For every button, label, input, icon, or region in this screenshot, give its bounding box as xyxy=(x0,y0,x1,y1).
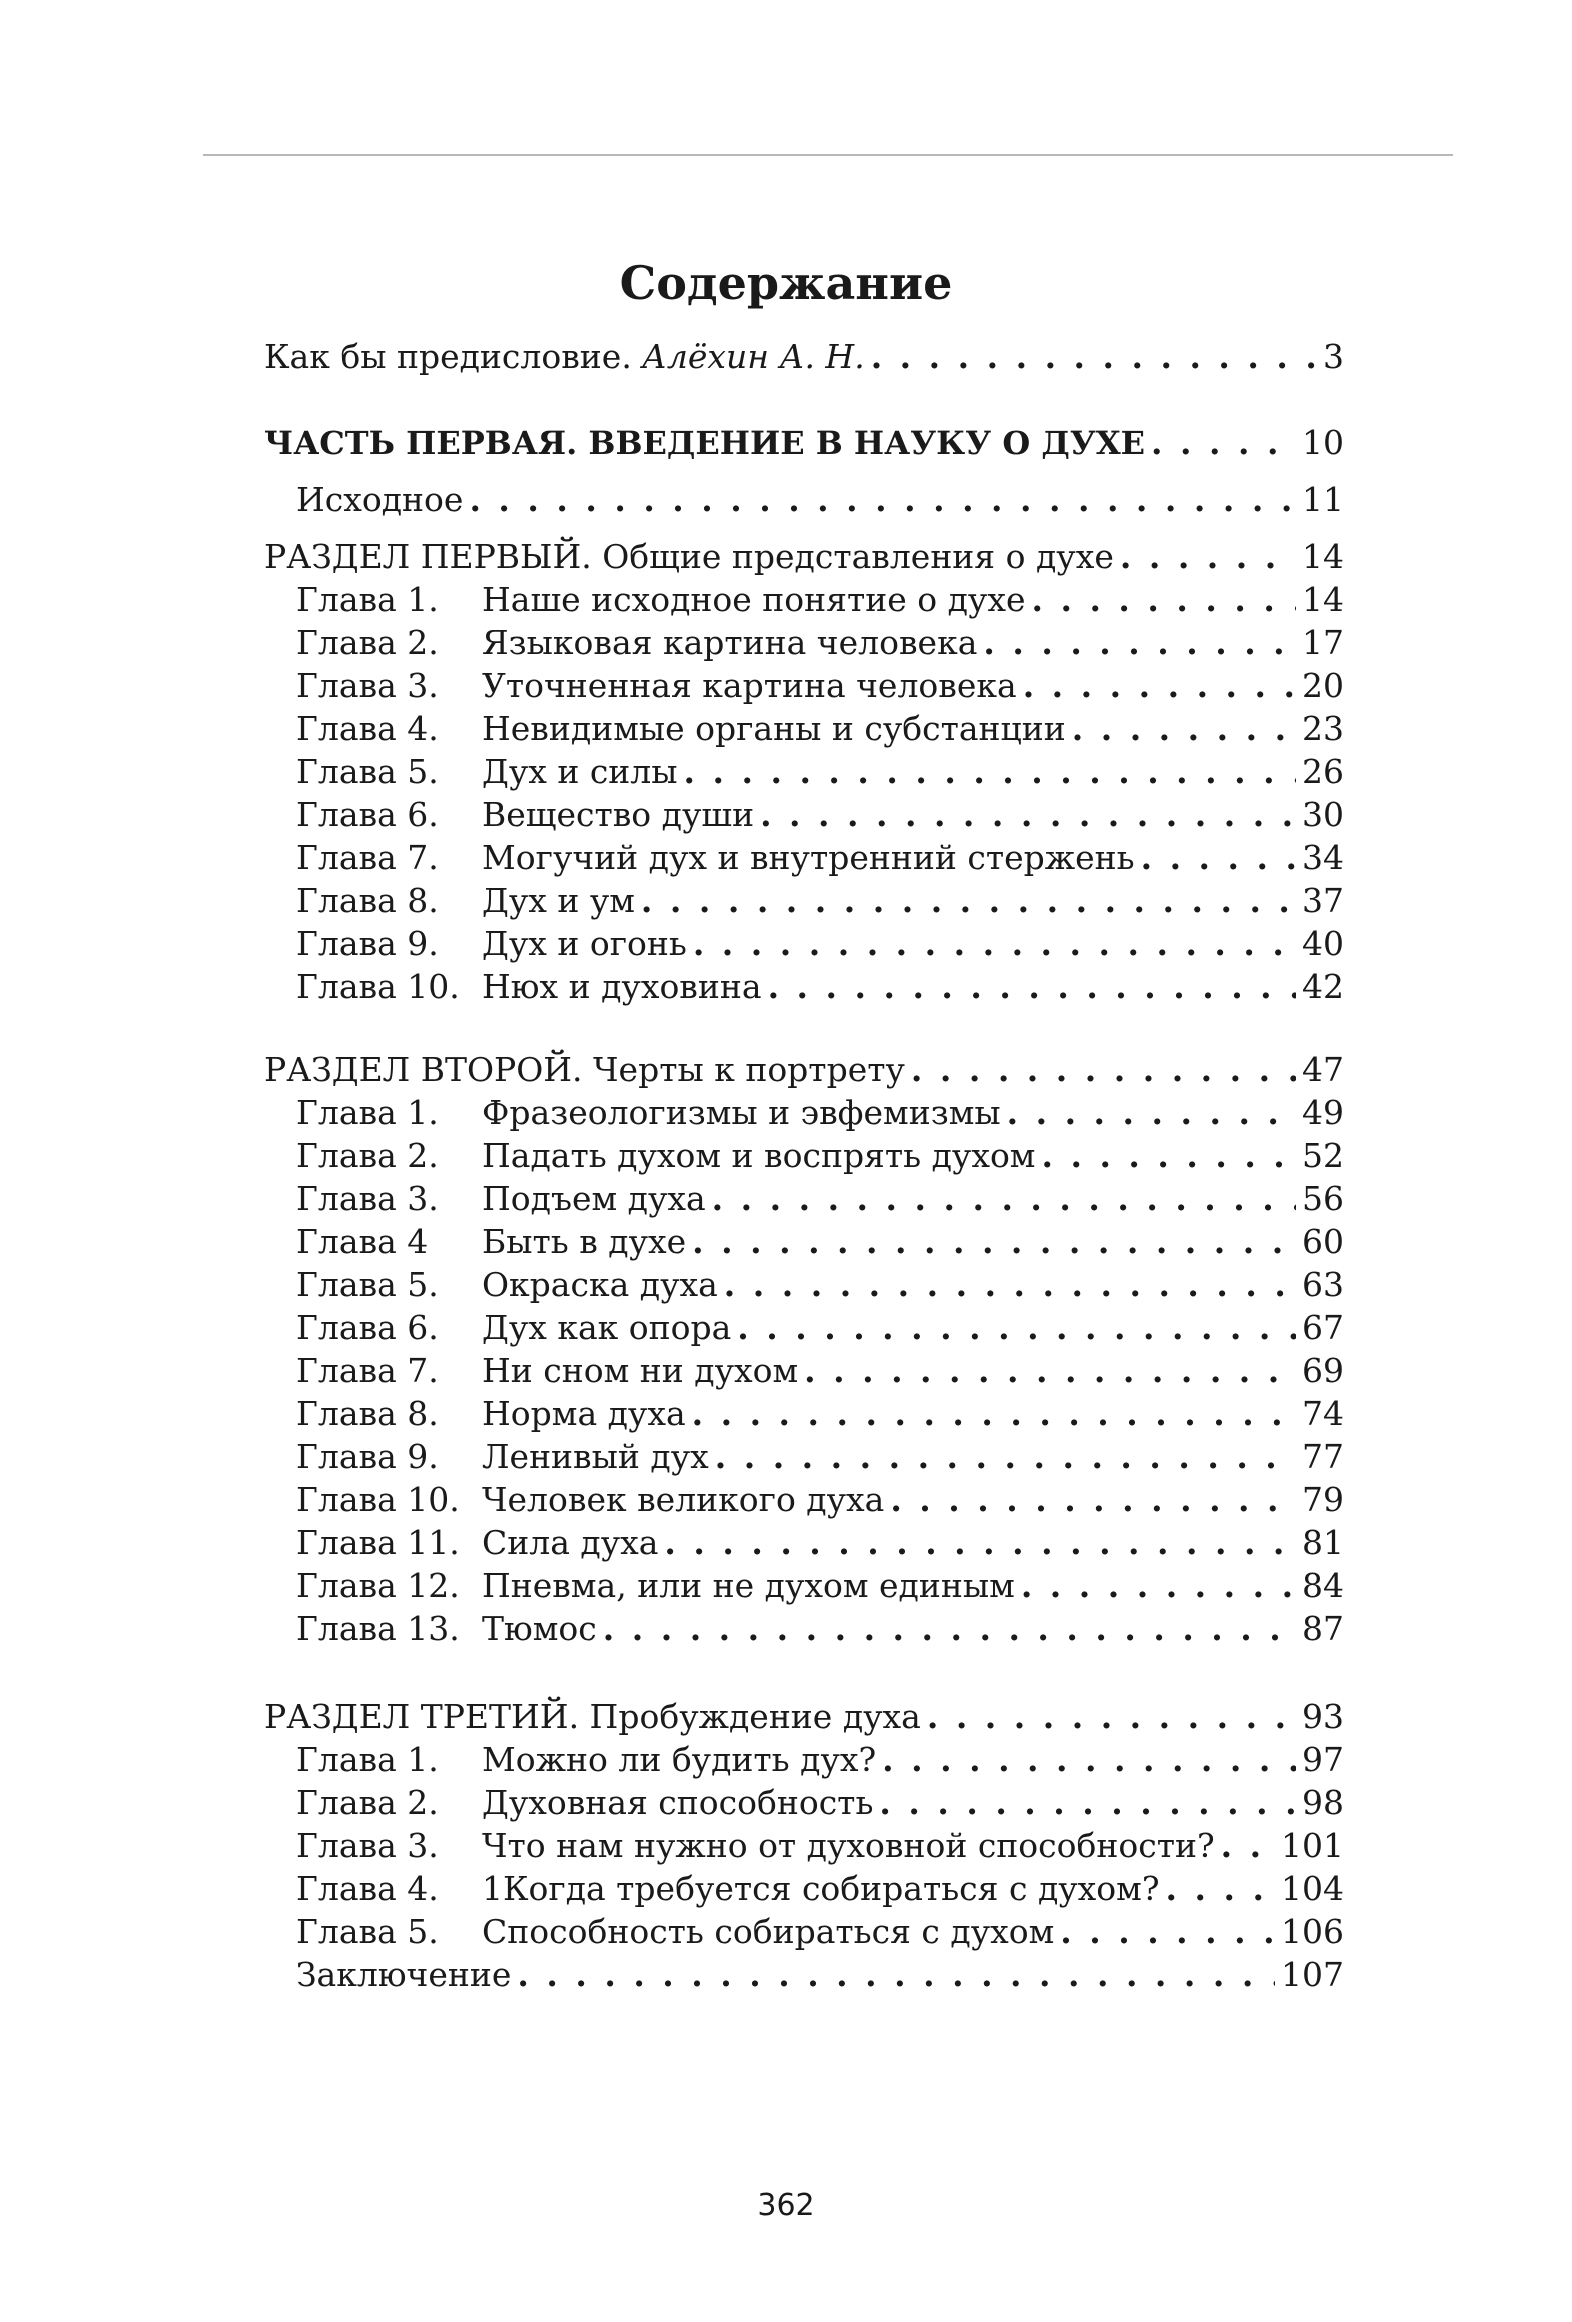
toc-page-number: 17 xyxy=(1302,623,1344,662)
chapter-title: Способность собираться с духом xyxy=(482,1912,1055,1951)
toc-page-number: 98 xyxy=(1302,1783,1344,1822)
toc-chapter-entry[interactable] xyxy=(264,1435,1344,1478)
dot-leader xyxy=(927,1695,1296,1738)
toc-entry-label: РАЗДЕЛ ВТОРОЙ. Черты к портрету xyxy=(264,1050,905,1089)
dot-leader xyxy=(760,793,1296,836)
dot-leader xyxy=(983,621,1296,664)
dot-leader xyxy=(911,1048,1296,1091)
toc-entry-label: ЧАСТЬ ПЕРВАЯ. ВВЕДЕНИЕ В НАУКУ О ДУХЕ xyxy=(264,424,1146,462)
chapter-number: Глава 5. xyxy=(296,752,439,791)
chapter-title: Быть в духе xyxy=(482,1222,687,1261)
toc-page-number: 52 xyxy=(1302,1136,1344,1175)
toc-page-number: 101 xyxy=(1281,1826,1344,1865)
chapter-number: Глава 8. xyxy=(296,1394,439,1433)
toc-page-number: 11 xyxy=(1302,480,1344,519)
toc-chapter-entry[interactable] xyxy=(264,1134,1344,1177)
toc-entry-conclusion[interactable] xyxy=(264,1953,1344,1996)
toc-chapter-entry[interactable] xyxy=(264,707,1344,750)
toc-entry-part-one[interactable] xyxy=(264,421,1344,464)
dot-leader xyxy=(641,879,1296,922)
toc-page-number: 69 xyxy=(1302,1351,1344,1390)
toc-entry-label: Исходное xyxy=(296,480,464,519)
chapter-title: Подъем духа xyxy=(482,1179,706,1218)
chapter-title: Вещество души xyxy=(482,795,755,834)
toc-page-number: 30 xyxy=(1302,795,1344,834)
toc-page-number: 56 xyxy=(1302,1179,1344,1218)
chapter-title: Могучий дух и внутренний стержень xyxy=(482,838,1135,877)
dot-leader xyxy=(684,750,1296,793)
dot-leader xyxy=(737,1306,1296,1349)
dot-leader xyxy=(517,1953,1275,1996)
toc-chapter-entry[interactable] xyxy=(264,1478,1344,1521)
toc-chapter-entry[interactable] xyxy=(264,1521,1344,1564)
toc-page-number: 3 xyxy=(1323,337,1344,376)
toc-page-number: 42 xyxy=(1302,967,1344,1006)
toc-chapter-entry[interactable] xyxy=(264,836,1344,879)
chapter-number: Глава 3. xyxy=(296,1826,439,1865)
chapter-title: Наше исходное понятие о духе xyxy=(482,580,1026,619)
chapter-title: Фразеологизмы и эвфемизмы xyxy=(482,1093,1001,1132)
toc-page-number: 107 xyxy=(1281,1955,1344,1994)
toc-section-one[interactable] xyxy=(264,535,1344,578)
chapter-title: Дух и огонь xyxy=(482,924,687,963)
toc-chapter-entry[interactable] xyxy=(264,1781,1344,1824)
chapter-title: Ленивый дух xyxy=(482,1437,709,1476)
dot-leader xyxy=(1060,1910,1275,1953)
dot-leader xyxy=(1151,421,1296,464)
chapter-number: Глава 4. xyxy=(296,1869,439,1908)
toc-page-number: 60 xyxy=(1302,1222,1344,1261)
chapter-number: Глава 3. xyxy=(296,1179,439,1218)
toc-page-number: 40 xyxy=(1302,924,1344,963)
chapter-title: Нюх и духовина xyxy=(482,967,762,1006)
toc-chapter-entry[interactable] xyxy=(264,879,1344,922)
toc-chapter-entry[interactable] xyxy=(264,1824,1344,1867)
dot-leader xyxy=(1021,1564,1296,1607)
dot-leader xyxy=(1023,664,1296,707)
toc-page-number: 104 xyxy=(1281,1869,1344,1908)
dot-leader xyxy=(768,965,1296,1008)
chapter-number: Глава 11. xyxy=(296,1523,460,1562)
section-two-chapters xyxy=(264,1091,1344,1650)
dot-leader xyxy=(1221,1824,1275,1867)
chapter-title: Пневма, или не духом единым xyxy=(482,1566,1015,1605)
toc-page-number: 77 xyxy=(1302,1437,1344,1476)
toc-page-number: 37 xyxy=(1302,881,1344,920)
chapter-title: Можно ли будить дух? xyxy=(482,1740,877,1779)
toc-page-number: 67 xyxy=(1302,1308,1344,1347)
dot-leader xyxy=(1120,535,1296,578)
toc-page-number: 14 xyxy=(1302,580,1344,619)
section-one-chapters xyxy=(264,578,1344,1008)
chapter-title: Падать духом и воспрять духом xyxy=(482,1136,1036,1175)
toc-page-number: 23 xyxy=(1302,709,1344,748)
chapter-number: Глава 3. xyxy=(296,666,439,705)
toc-chapter-entry[interactable] xyxy=(264,621,1344,664)
dot-leader xyxy=(692,1392,1296,1435)
chapter-title: Что нам нужно от духовной способности? xyxy=(482,1826,1215,1865)
chapter-number: Глава 7. xyxy=(296,1351,439,1390)
dot-leader xyxy=(871,335,1317,378)
toc-page-number: 63 xyxy=(1302,1265,1344,1304)
toc-chapter-entry[interactable] xyxy=(264,793,1344,836)
chapter-title: Дух и силы xyxy=(482,752,678,791)
toc-chapter-entry[interactable] xyxy=(264,1177,1344,1220)
chapter-number: Глава 12. xyxy=(296,1566,460,1605)
toc-entry-label: РАЗДЕЛ ТРЕТИЙ. Пробуждение духа xyxy=(264,1697,921,1736)
table-of-contents xyxy=(264,335,1344,1996)
dot-leader xyxy=(693,922,1296,965)
chapter-number: Глава 6. xyxy=(296,795,439,834)
dot-leader xyxy=(1007,1091,1296,1134)
dot-leader xyxy=(715,1435,1296,1478)
chapter-number: Глава 7. xyxy=(296,838,439,877)
chapter-title: Духовная способность xyxy=(482,1783,874,1822)
toc-chapter-entry[interactable] xyxy=(264,1306,1344,1349)
toc-page-number: 49 xyxy=(1302,1093,1344,1132)
toc-chapter-entry[interactable] xyxy=(264,1867,1344,1910)
toc-chapter-entry[interactable] xyxy=(264,750,1344,793)
chapter-title: Норма духа xyxy=(482,1394,686,1433)
chapter-title: Дух как опора xyxy=(482,1308,732,1347)
chapter-number: Глава 2. xyxy=(296,1136,439,1175)
dot-leader xyxy=(603,1607,1296,1650)
toc-entry-label: Заключение xyxy=(296,1955,512,1994)
dot-leader xyxy=(804,1349,1296,1392)
toc-chapter-entry[interactable] xyxy=(264,1910,1344,1953)
toc-chapter-entry[interactable] xyxy=(264,922,1344,965)
chapter-title: Дух и ум xyxy=(482,881,635,920)
toc-page-number: 14 xyxy=(1302,537,1344,576)
dot-leader xyxy=(1032,578,1297,621)
chapter-title: 1Когда требуется собираться с духом? xyxy=(482,1869,1160,1908)
chapter-number: Глава 4. xyxy=(296,709,439,748)
dot-leader xyxy=(692,1220,1296,1263)
chapter-number: Глава 1. xyxy=(296,580,439,619)
dot-leader xyxy=(1041,1134,1296,1177)
toc-page-number: 97 xyxy=(1302,1740,1344,1779)
dot-leader xyxy=(664,1521,1296,1564)
section-three-chapters xyxy=(264,1738,1344,1953)
chapter-title: Невидимые органы и субстанции xyxy=(482,709,1066,748)
dot-leader xyxy=(724,1263,1296,1306)
chapter-number: Глава 10. xyxy=(296,1480,460,1519)
toc-chapter-entry[interactable] xyxy=(264,1220,1344,1263)
toc-chapter-entry[interactable] xyxy=(264,1349,1344,1392)
dot-leader xyxy=(469,478,1296,521)
chapter-title: Человек великого духа xyxy=(482,1480,885,1519)
chapter-title: Ни сном ни духом xyxy=(482,1351,799,1390)
page-title: Содержание xyxy=(619,256,953,310)
chapter-number: Глава 5. xyxy=(296,1265,439,1304)
chapter-number: Глава 9. xyxy=(296,924,439,963)
toc-page-number: 20 xyxy=(1302,666,1344,705)
chapter-number: Глава 8. xyxy=(296,881,439,920)
chapter-title: Уточненная картина человека xyxy=(482,666,1017,705)
chapter-number: Глава 1. xyxy=(296,1740,439,1779)
toc-page-number: 10 xyxy=(1302,423,1344,462)
toc-page-number: 93 xyxy=(1302,1697,1344,1736)
chapter-number: Глава 4 xyxy=(296,1222,429,1261)
toc-entry-preface[interactable] xyxy=(264,335,1344,378)
dot-leader xyxy=(712,1177,1296,1220)
dot-leader xyxy=(1141,836,1296,879)
toc-entry-label: РАЗДЕЛ ПЕРВЫЙ. Общие представления о духе xyxy=(264,537,1114,576)
header-rule xyxy=(203,154,1453,156)
chapter-title: Языковая картина человека xyxy=(482,623,978,662)
chapter-number: Глава 9. xyxy=(296,1437,439,1476)
dot-leader xyxy=(1166,1867,1275,1910)
dot-leader xyxy=(879,1781,1296,1824)
chapter-number: Глава 10. xyxy=(296,967,460,1006)
chapter-number: Глава 13. xyxy=(296,1609,460,1648)
toc-page-number: 87 xyxy=(1302,1609,1344,1648)
dot-leader xyxy=(890,1478,1296,1521)
chapter-number: Глава 2. xyxy=(296,1783,439,1822)
toc-page-number: 47 xyxy=(1302,1050,1344,1089)
toc-chapter-entry[interactable] xyxy=(264,1564,1344,1607)
chapter-number: Глава 2. xyxy=(296,623,439,662)
dot-leader xyxy=(1072,707,1296,750)
toc-section-two[interactable] xyxy=(264,1048,1344,1091)
dot-leader xyxy=(882,1738,1296,1781)
toc-chapter-entry[interactable] xyxy=(264,578,1344,621)
chapter-number: Глава 1. xyxy=(296,1093,439,1132)
page-number: 362 xyxy=(757,2188,815,2223)
toc-page-number: 106 xyxy=(1281,1912,1344,1951)
toc-chapter-entry[interactable] xyxy=(264,664,1344,707)
chapter-title: Сила духа xyxy=(482,1523,659,1562)
toc-page-number: 74 xyxy=(1302,1394,1344,1433)
toc-chapter-entry[interactable] xyxy=(264,1263,1344,1306)
toc-chapter-entry[interactable] xyxy=(264,1392,1344,1435)
toc-chapter-entry[interactable] xyxy=(264,1738,1344,1781)
toc-entry-label: Как бы предисловие. xyxy=(264,337,632,376)
toc-section-three[interactable] xyxy=(264,1695,1344,1738)
toc-chapter-entry[interactable] xyxy=(264,965,1344,1008)
chapter-number: Глава 5. xyxy=(296,1912,439,1951)
toc-chapter-entry[interactable] xyxy=(264,1607,1344,1650)
toc-page-number: 84 xyxy=(1302,1566,1344,1605)
toc-entry-author: Алёхин А. Н. xyxy=(641,337,865,376)
toc-page-number: 26 xyxy=(1302,752,1344,791)
chapter-title: Тюмос xyxy=(482,1609,597,1648)
toc-page-number: 34 xyxy=(1302,838,1344,877)
toc-entry-intro[interactable] xyxy=(264,478,1344,521)
toc-page-number: 79 xyxy=(1302,1480,1344,1519)
chapter-number: Глава 6. xyxy=(296,1308,439,1347)
chapter-title: Окраска духа xyxy=(482,1265,718,1304)
toc-chapter-entry[interactable] xyxy=(264,1091,1344,1134)
toc-page-number: 81 xyxy=(1302,1523,1344,1562)
